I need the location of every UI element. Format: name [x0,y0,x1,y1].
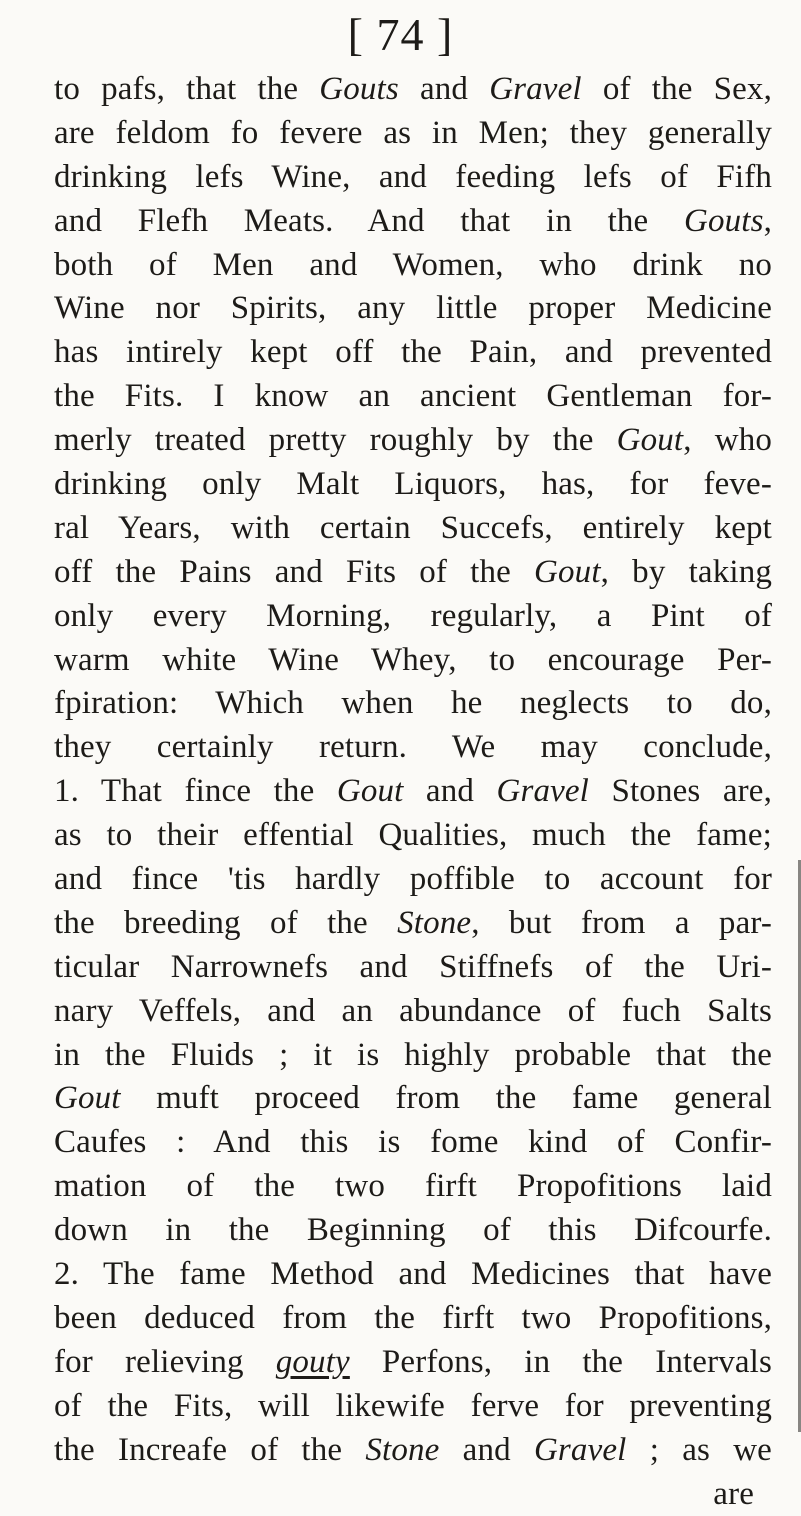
page-text [54,68,772,1516]
text-line [54,1209,772,1253]
text-run: fpiration: Which when he neglects to do, [54,685,772,721]
text-line [54,68,772,112]
text-run: and [403,773,496,809]
text-run: Stones are, [589,773,772,809]
text-run: and [399,71,489,107]
text-line [54,287,772,331]
text-line [54,946,772,990]
text-line [54,1034,772,1078]
text-run: to pafs, that the [54,71,319,107]
text-run: only every Morning, regularly, a Pint of [54,598,772,634]
text-run: muft proceed from the fame general [121,1080,772,1116]
text-run: the Increafe of the [54,1432,365,1468]
italic-term: Stone [365,1432,439,1468]
text-line [54,595,772,639]
text-run: are [713,1476,754,1512]
text-line [54,1121,772,1165]
text-run: , [764,203,772,239]
text-run: Wine nor Spirits, any little proper Medicine [54,290,772,326]
text-line [54,1077,772,1121]
italic-term: Gout [54,1080,121,1116]
text-line [54,726,772,770]
text-line [54,639,772,683]
page-number: [ 74 ] [0,8,801,61]
text-line [54,1385,772,1429]
italic-term: Gout [617,422,684,458]
text-run: Perfons, in the Intervals [350,1344,772,1380]
text-run: , but from a par- [471,905,772,941]
text-run: mation of the two firft Propofitions laid [54,1168,772,1204]
text-run: drinking lefs Wine, and feeding lefs of Fifh [54,159,772,195]
text-run: are feldom fo fevere as in Men; they generally [54,115,772,151]
text-line [54,1165,772,1209]
text-run: nary Veffels, and an abundance of fuch Salts [54,993,772,1029]
text-run: drinking only Malt Liquors, has, for feve- [54,466,772,502]
text-line [54,770,772,814]
text-line [54,814,772,858]
text-run: and Flefh Meats. And that in the [54,203,684,239]
text-run: off the Pains and Fits of the [54,554,534,590]
text-run: , who [683,422,772,458]
text-run: the Fits. I know an ancient Gentleman for- [54,378,772,414]
text-line [54,858,772,902]
text-line [54,507,772,551]
text-run: of the Fits, will likewife ferve for preventing [54,1388,772,1424]
text-line [54,902,772,946]
italic-term: gouty [276,1344,350,1380]
italic-term: Gravel [496,773,589,809]
text-run: down in the Beginning of this Difcourfe. [54,1212,772,1248]
italic-term: Gravel [534,1432,627,1468]
text-line [54,682,772,726]
text-line [54,200,772,244]
text-run: the breeding of the [54,905,397,941]
italic-term: Gout [337,773,404,809]
text-line [54,463,772,507]
text-line [54,419,772,463]
text-line [54,1253,772,1297]
text-run: and fince 'tis hardly poffible to account for [54,861,772,897]
text-run: ral Years, with certain Succefs, entirely kept [54,510,772,546]
text-line [54,1429,772,1473]
text-run: , by taking [601,554,772,590]
text-line [54,331,772,375]
text-run: for relieving [54,1344,276,1380]
text-run: and [439,1432,534,1468]
italic-term: Gouts [319,71,399,107]
italic-term: Gravel [489,71,582,107]
text-run: Caufes : And this is fome kind of Confir- [54,1124,772,1160]
text-run: ; as we [627,1432,772,1468]
text-run: in the Fluids ; it is highly probable that the [54,1037,772,1073]
text-run: as to their effential Qualities, much the fame; [54,817,772,853]
text-run: has intirely kept off the Pain, and prevented [54,334,772,370]
text-line [54,156,772,200]
text-line [54,112,772,156]
text-line [54,1473,772,1516]
text-run: 2. The fame Method and Medicines that have [54,1256,772,1292]
italic-term: Gouts [684,203,764,239]
text-run: they certainly return. We may conclude, [54,729,772,765]
text-line [54,375,772,419]
text-line [54,244,772,288]
italic-term: Stone [397,905,471,941]
text-run: 1. That fince the [54,773,337,809]
text-run: merly treated pretty roughly by the [54,422,617,458]
text-line [54,551,772,595]
italic-term: Gout [534,554,601,590]
text-line [54,1297,772,1341]
text-run: both of Men and Women, who drink no [54,247,772,283]
text-run: ticular Narrownefs and Stiffnefs of the Uri- [54,949,772,985]
text-run: of the Sex, [582,71,772,107]
text-line [54,990,772,1034]
text-run: warm white Wine Whey, to encourage Per- [54,642,772,678]
text-line [54,1341,772,1385]
text-run: been deduced from the firft two Propofitions, [54,1300,772,1336]
